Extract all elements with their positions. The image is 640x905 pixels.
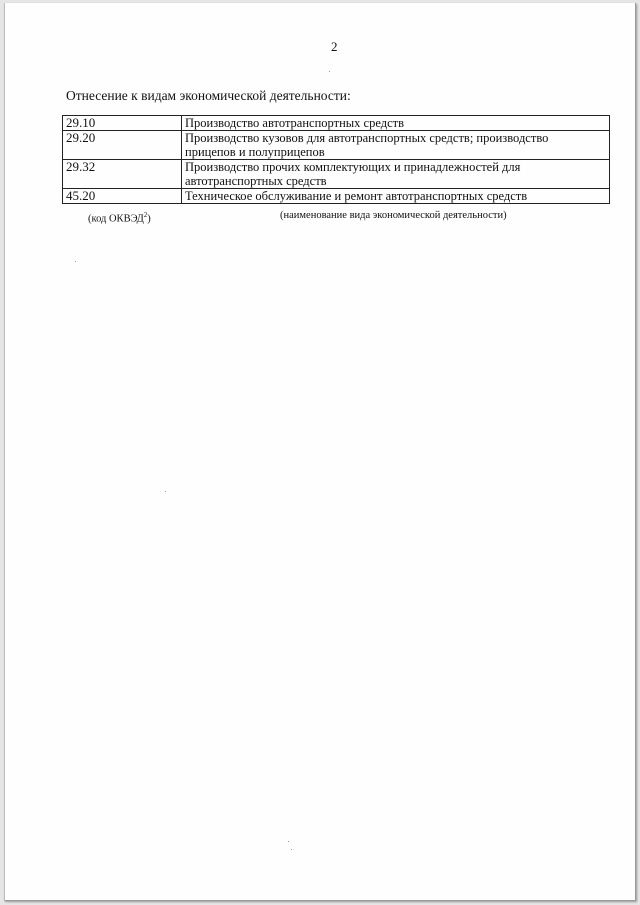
activity-name-line: Производство кузовов для автотранспортных средств; производство <box>185 131 549 145</box>
table-row <box>63 189 610 204</box>
scan-speck <box>291 849 292 850</box>
table-row <box>63 131 610 160</box>
intro-heading: Отнесение к видам экономической деятельности: <box>66 88 351 103</box>
table-row <box>63 116 610 131</box>
table-row <box>63 160 610 189</box>
activity-name <box>182 116 610 131</box>
activity-name-line: прицепов и полуприцепов <box>185 145 325 159</box>
activity-name-line: Техническое обслуживание и ремонт автотранспортных средств <box>185 189 528 203</box>
scan-speck <box>75 261 76 262</box>
okved-code: 29.20 <box>63 131 182 160</box>
activity-name <box>182 160 610 189</box>
okved-code: 45.20 <box>63 189 182 204</box>
okved-code-caption: (код ОКВЭД$^2$) <box>88 211 151 225</box>
page-number: 2 <box>331 39 338 54</box>
okved-code: 29.10 <box>63 116 182 131</box>
footnote-marker: 2 <box>143 211 148 219</box>
activity-name <box>182 131 610 160</box>
okved-table <box>62 115 610 204</box>
scan-speck <box>165 491 166 492</box>
activity-name-line: Производство автотранспортных средств <box>185 116 405 130</box>
scan-speck <box>329 71 330 72</box>
activity-name <box>182 189 610 204</box>
scan-speck <box>288 841 289 842</box>
activity-name-caption: (наименование вида экономической деятельности) <box>280 210 507 221</box>
activity-name-line: автотранспортных средств <box>185 174 327 188</box>
okved-code: 29.32 <box>63 160 182 189</box>
document-page <box>4 3 636 901</box>
activity-name-line: Производство прочих комплектующих и принадлежностей для <box>185 160 521 174</box>
